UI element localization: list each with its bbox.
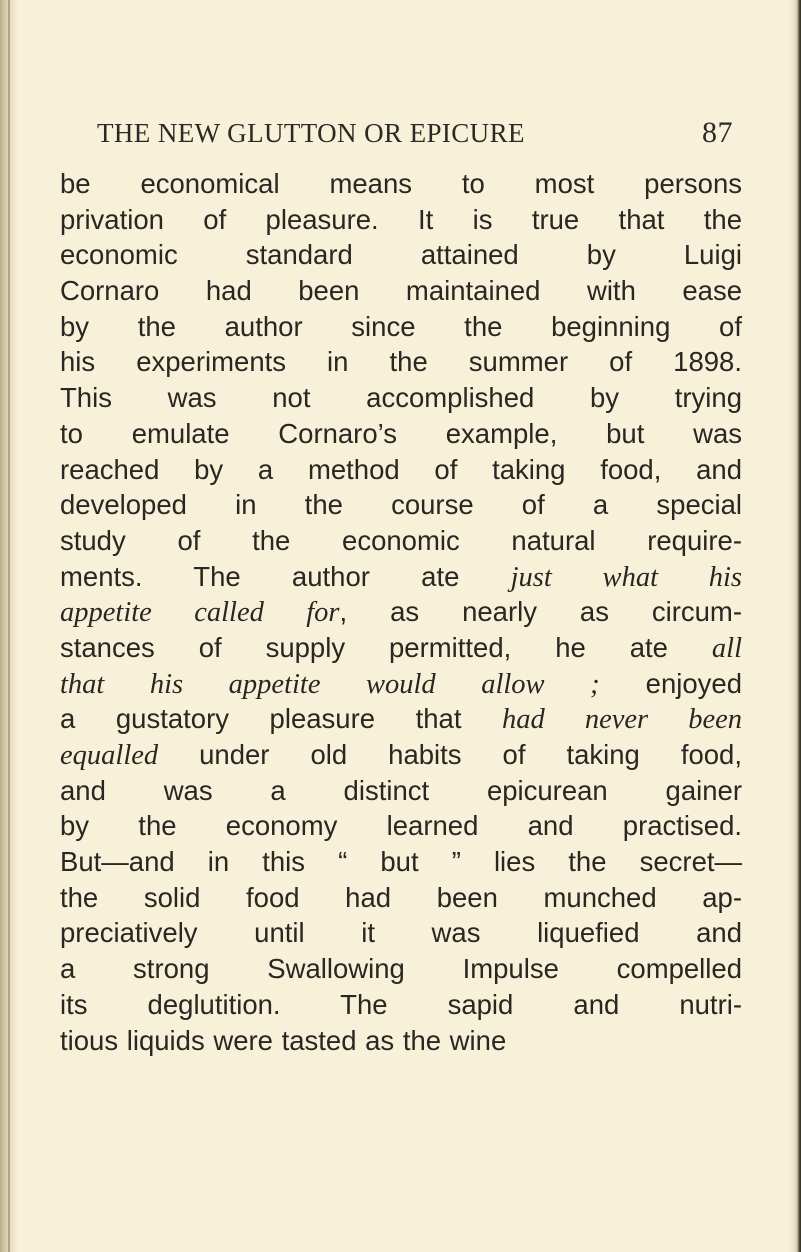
text-run: a gustatory pleasure that (60, 703, 503, 735)
text-run: enjoyed (599, 667, 742, 699)
text-line (60, 701, 742, 737)
text-run: , as nearly as circum- (339, 596, 742, 628)
text-line (60, 166, 742, 202)
text-line (60, 666, 742, 702)
text-line (60, 987, 742, 1023)
text-line (60, 237, 742, 273)
text-line (60, 273, 742, 309)
text-run: stances of supply permitted, he ate (60, 631, 712, 663)
text-run: and was a distinct epicurean gainer (60, 774, 742, 806)
body-text (60, 166, 742, 1058)
text-line (60, 880, 742, 916)
text-run: preciatively until it was liquefied and (60, 917, 742, 949)
text-run: by the economy learned and practised. (60, 810, 742, 842)
italic-emphasis: all (711, 632, 742, 664)
text-run: This was not accomplished by trying (60, 382, 742, 414)
text-line (60, 452, 742, 488)
text-run: to emulate Cornaro’s example, but was (60, 417, 742, 449)
text-line (60, 808, 742, 844)
text-run: reached by a method of taking food, and (60, 453, 742, 485)
text-run: by the author since the beginning of (60, 310, 742, 342)
text-run: developed in the course of a special (60, 489, 742, 521)
text-run: economic standard attained by Luigi (60, 239, 742, 271)
text-line (60, 844, 742, 880)
italic-emphasis: that his appetite would allow ; (60, 668, 600, 700)
text-run: tious liquids were tasted as the wine (60, 1024, 507, 1056)
text-line (60, 344, 742, 380)
page-right-edge (788, 0, 801, 1252)
page-number: 87 (702, 116, 733, 149)
text-line (60, 594, 742, 630)
text-line (60, 380, 742, 416)
text-line (60, 487, 742, 523)
text-line (60, 737, 742, 773)
text-line (60, 951, 742, 987)
text-line (60, 773, 742, 809)
text-run: study of the economic natural require- (60, 524, 742, 556)
text-line (60, 630, 742, 666)
text-run: ments. The author ate (60, 560, 511, 592)
text-line (60, 202, 742, 238)
italic-emphasis: appetite called for (60, 597, 340, 629)
italic-emphasis: had never been (502, 704, 742, 736)
italic-emphasis: just what his (510, 561, 742, 593)
text-run: be economical means to most persons (60, 168, 742, 199)
text-run: under old habits of taking food, (158, 739, 742, 770)
text-run: a strong Swallowing Impulse compelled (60, 953, 742, 985)
text-run: privation of pleasure. It is true that the (60, 203, 742, 235)
italic-emphasis: equalled (60, 740, 159, 771)
text-run: the solid food had been munched ap- (60, 881, 742, 913)
page-header (97, 116, 737, 156)
text-line (60, 523, 742, 559)
text-run: But—and in this “ but ” lies the secret— (60, 846, 742, 878)
text-line (60, 559, 742, 595)
text-line (60, 915, 742, 951)
running-title: THE NEW GLUTTON OR EPICURE (97, 118, 525, 148)
text-run: Cornaro had been maintained with ease (60, 275, 742, 307)
text-line (60, 416, 742, 452)
binding-edge-line (8, 0, 10, 1252)
text-line (60, 309, 742, 345)
text-line (60, 1023, 742, 1059)
text-run: its deglutition. The sapid and nutri- (60, 988, 742, 1020)
text-run: his experiments in the summer of 1898. (60, 346, 742, 378)
